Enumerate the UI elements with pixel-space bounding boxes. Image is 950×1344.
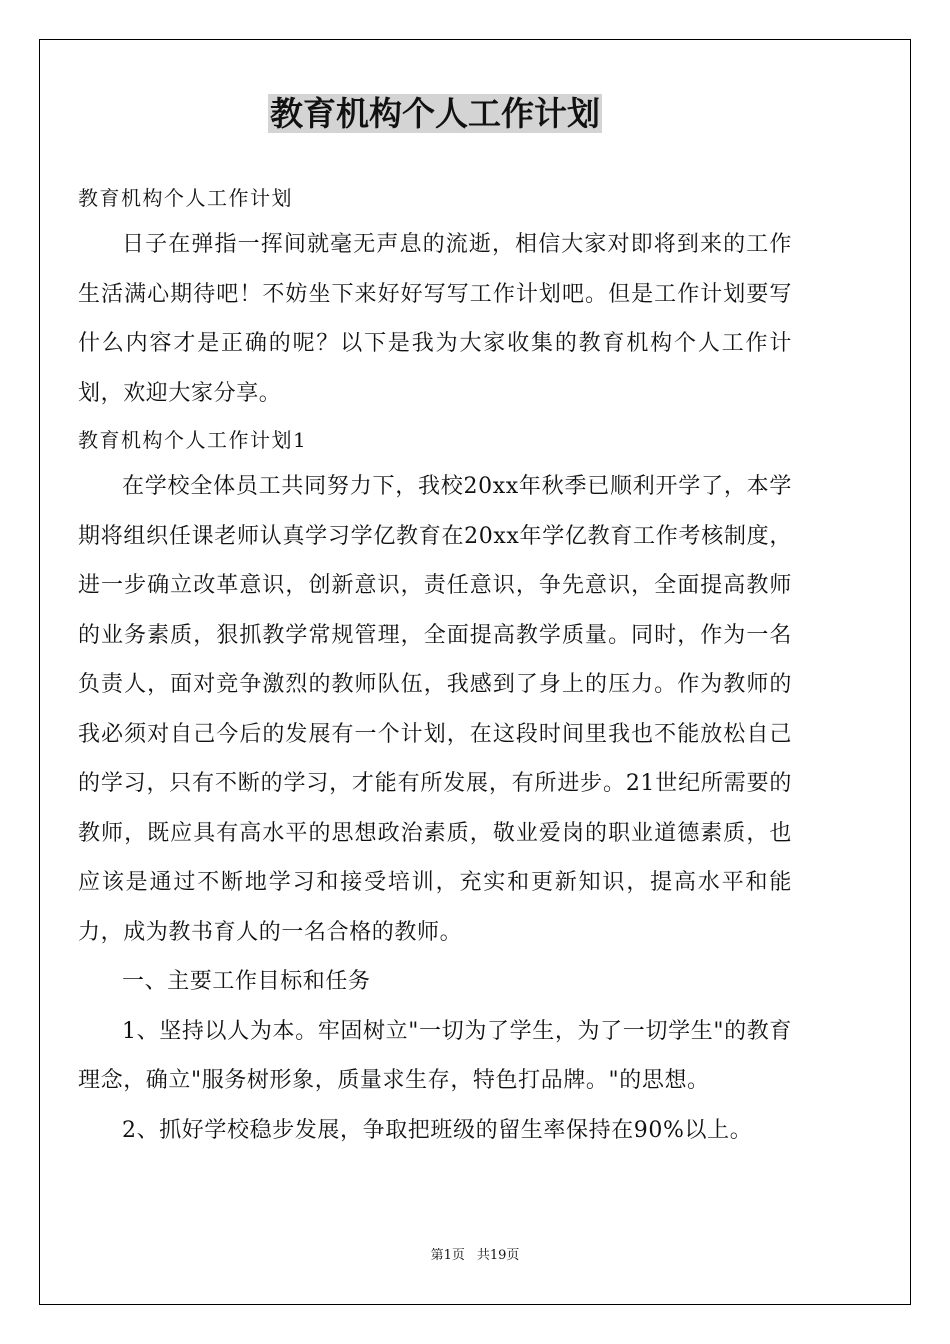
document-title-text: 教育机构个人工作计划 xyxy=(270,94,600,133)
document-body xyxy=(78,176,792,1155)
list-item-2: 2、抓好学校稳步发展，争取把班级的留生率保持在90%以上。 xyxy=(122,1117,753,1143)
page-total: 共19页 xyxy=(476,1248,520,1263)
list-item-1: 1、坚持以人为本。牢固树立"一切为了学生，为了一切学生"的教育理念，确立"服务树形象，质量求生存，特色打品牌。"的思想。 xyxy=(78,1018,792,1093)
section-heading: 教育机构个人工作计划1 xyxy=(78,428,308,452)
intro-paragraph: 日子在弹指一挥间就毫无声息的流逝，相信大家对即将到来的工作生活满心期待吧！不妨坐下来好好写写工作计划吧。但是工作计划要写什么内容才是正确的呢？以下是我为大家收集的教育机构个人工作计划，欢迎大家分享。 xyxy=(78,232,792,406)
page-number: 第1页 xyxy=(430,1248,465,1263)
page-footer xyxy=(0,1244,950,1263)
subtitle-paragraph: 教育机构个人工作计划 xyxy=(78,186,293,210)
subsection-heading: 一、主要工作目标和任务 xyxy=(122,969,371,994)
document-title xyxy=(78,92,792,136)
body-paragraph: 在学校全体员工共同努力下，我校20xx年秋季已顺利开学了，本学期将组织任课老师认真学习学亿教育在20xx年学亿教育工作考核制度，进一步确立改革意识，创新意识，责任意识，争先意识，全面提高教师的业务素质，狠抓教学常规管理，全面提高教学质量。同时，作为一名负责人，面对竞争激烈的教师队伍，我感到了身上的压力。作为教师的我必须对自己今后的发展有一个计划，在这段时间里我也不能放松自己的学习，只有不断的学习，才能有所发展，有所进步。21世纪所需要的教师，既应具有高水平的思想政治素质，敬业爱岗的职业道德素质，也应该是通过不断地学习和接受培训，充实和更新知识，提高水平和能力，成为教书育人的一名合格的教师。 xyxy=(78,474,792,945)
